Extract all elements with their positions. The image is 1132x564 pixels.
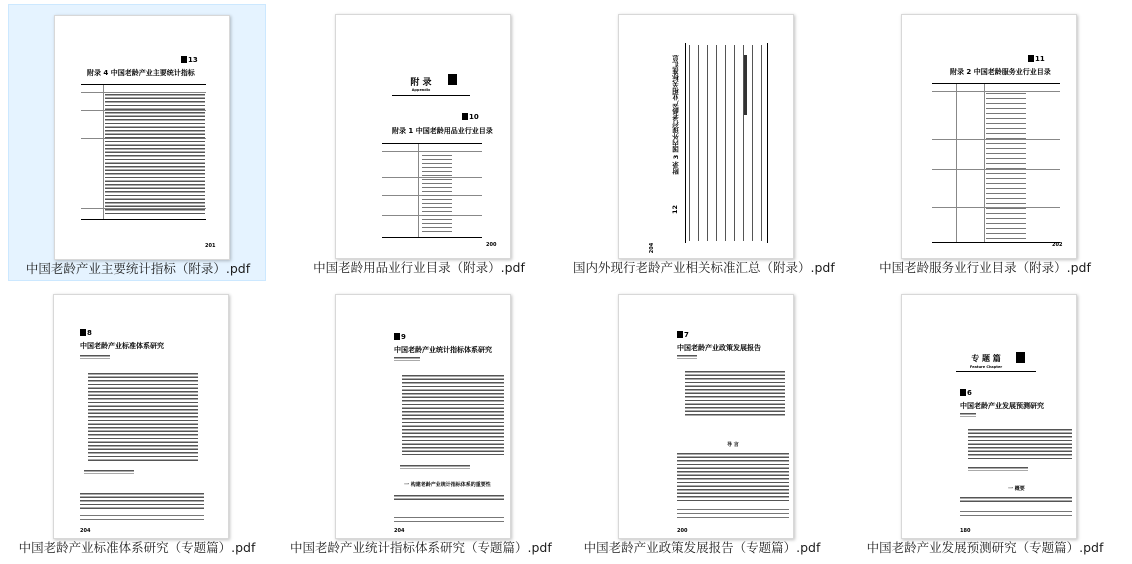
page-title: 附录 3 国内外现行老龄产业相关标准汇总 bbox=[672, 55, 680, 175]
page-code: 9 bbox=[401, 333, 406, 341]
pdf-thumbnail bbox=[901, 14, 1077, 259]
page-title: 附录 1 中国老龄用品业行业目录 bbox=[392, 127, 493, 135]
page-number: 204 bbox=[394, 528, 405, 534]
file-tile[interactable] bbox=[8, 4, 266, 281]
pdf-thumbnail: 附 录 Appendix 10 附录 1 中国老龄用品业行业目录 200 bbox=[335, 14, 511, 259]
section-mark-icon bbox=[448, 74, 457, 85]
page-title: 中国老龄产业发展预测研究 bbox=[960, 402, 1044, 410]
page-number: 202 bbox=[1052, 242, 1063, 248]
file-tile[interactable] bbox=[8, 284, 266, 561]
pdf-thumbnail bbox=[618, 14, 794, 259]
page-number: 200 bbox=[677, 528, 688, 534]
file-name: 中国老龄产业标准体系研究（专题篇）.pdf bbox=[18, 540, 256, 555]
page-number: 201 bbox=[205, 243, 216, 249]
page-number: 204 bbox=[80, 528, 91, 534]
page-code: 8 bbox=[87, 329, 92, 337]
page-code: 7 bbox=[684, 331, 689, 339]
file-name: 中国老龄产业发展预测研究（专题篇）.pdf bbox=[866, 540, 1104, 555]
page-title: 附录 2 中国老龄服务业行业目录 bbox=[950, 68, 1051, 76]
page-title: 中国老龄产业统计指标体系研究 bbox=[394, 346, 492, 354]
page-code: 12 bbox=[671, 205, 679, 215]
page-number: 204 bbox=[649, 242, 656, 254]
section-title: 专 题 篇 bbox=[971, 354, 1001, 363]
section-heading: 一 构建老龄产业统计指标体系的重要性 bbox=[404, 482, 491, 488]
file-tile[interactable] bbox=[290, 4, 548, 281]
section-heading: 导 言 bbox=[727, 442, 739, 448]
file-tile[interactable] bbox=[856, 284, 1114, 561]
page-number: 200 bbox=[486, 242, 497, 248]
file-name: 中国老龄服务业行业目录（附录）.pdf bbox=[879, 260, 1091, 275]
page-title: 附录 4 中国老龄产业主要统计指标 bbox=[87, 69, 195, 77]
file-tile[interactable] bbox=[856, 4, 1114, 281]
file-name: 中国老龄产业政策发展报告（专题篇）.pdf bbox=[583, 540, 821, 555]
pdf-thumbnail bbox=[54, 15, 230, 260]
section-heading: 一 概要 bbox=[1008, 486, 1025, 492]
page-code: 13 bbox=[188, 56, 198, 64]
file-tile[interactable] bbox=[573, 284, 831, 561]
pdf-thumbnail bbox=[53, 294, 229, 539]
page-code: 11 bbox=[1035, 55, 1045, 63]
pdf-thumbnail bbox=[618, 294, 794, 539]
page-number: 180 bbox=[960, 528, 971, 534]
file-name: 中国老龄用品业行业目录（附录）.pdf bbox=[313, 260, 525, 275]
pdf-thumbnail bbox=[335, 294, 511, 539]
section-mark-icon bbox=[1016, 352, 1025, 363]
section-title: 附 录 bbox=[410, 78, 432, 88]
page-code: 6 bbox=[967, 389, 972, 397]
file-tile[interactable] bbox=[290, 284, 552, 561]
file-tile[interactable] bbox=[573, 4, 835, 281]
page-title: 中国老龄产业政策发展报告 bbox=[677, 344, 761, 352]
page-code: 10 bbox=[469, 113, 479, 121]
file-name: 国内外现行老龄产业相关标准汇总（附录）.pdf bbox=[573, 260, 835, 275]
file-name: 中国老龄产业主要统计指标（附录）.pdf bbox=[25, 261, 251, 276]
file-name: 中国老龄产业统计指标体系研究（专题篇）.pdf bbox=[290, 540, 552, 555]
pdf-thumbnail: 专 题 篇 Feature Chapter 6 中国老龄产业发展预测研究 一 概要 180 bbox=[901, 294, 1077, 539]
page-title: 中国老龄产业标准体系研究 bbox=[80, 342, 164, 350]
